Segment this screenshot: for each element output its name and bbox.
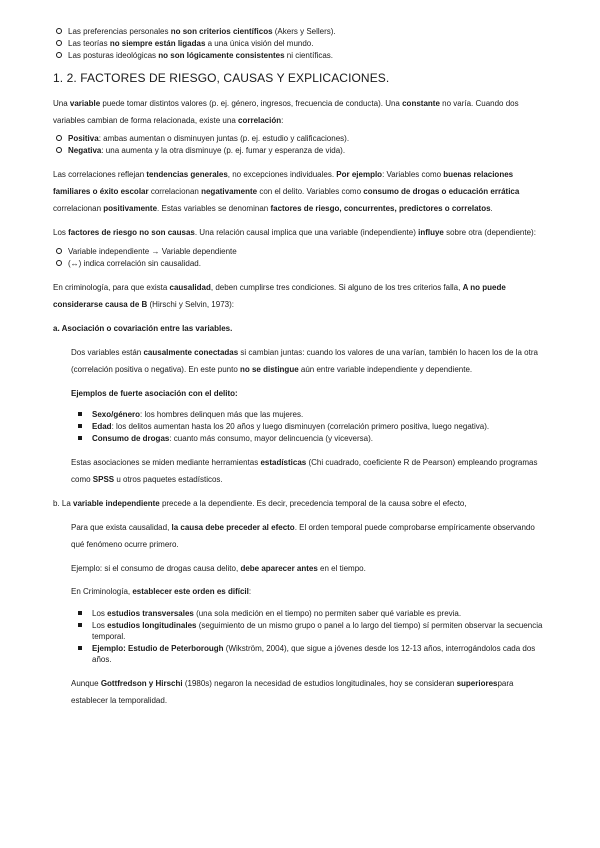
- paragraph-correlations: Las correlaciones reflejan tendencias generales, no excepciones individuales. Por ejemplo: Variables como buenas relaciones familiares o éxito escolar correlacionan negativamente con el delito. Variables como consumo de drogas o educación errática correlacionan positivamente. Estas variables se denominan factores de riesgo, concurrentes, predictores o correlatos.: [53, 170, 520, 213]
- list-item: Edad: los delitos aumentan hasta los 20 años y luego disminuyen (correlación primero positiva, luego negativa).: [71, 421, 550, 432]
- list-item: Positiva: ambas aumentan o disminuyen juntas (p. ej. estudio y calificaciones).: [53, 133, 550, 144]
- list-item: Consumo de drogas: cuanto más consumo, mayor delincuencia (y viceversa).: [71, 433, 550, 444]
- intro-list: [53, 26, 550, 61]
- paragraph-association: Dos variables están causalmente conectadas si cambian juntas: cuando los valores de una varían, también lo hacen los de la otra (correlación positiva o negativa). En este punto no se distingue aún entre variable independiente y dependiente.: [71, 348, 538, 374]
- correlation-list: [53, 133, 550, 156]
- list-item: Las posturas ideológicas no son lógicamente consistentes ni científicas.: [53, 50, 550, 61]
- paragraph-risk-factors: Los factores de riesgo no son causas. Una relación causal implica que una variable (independiente) influye sobre otra (dependiente):: [53, 228, 536, 237]
- list-item: Variable independiente → Variable dependiente: [53, 246, 550, 257]
- list-item: Las preferencias personales no son criterios científicos (Akers y Sellers).: [53, 26, 550, 37]
- section-title: 1. 2. FACTORES DE RIESGO, CAUSAS Y EXPLICACIONES.: [53, 71, 390, 85]
- examples-list: [71, 409, 550, 444]
- examples-heading: Ejemplos de fuerte asociación con el delito:: [71, 389, 238, 398]
- paragraph-longitudinal: Aunque Gottfredson y Hirschi (1980s) negaron la necesidad de estudios longitudinales, hoy se consideran superiorespara establecer la temporalidad.: [71, 679, 514, 705]
- criterion-b-body: [53, 519, 550, 709]
- paragraph-variables: Una variable puede tomar distintos valores (p. ej. género, ingresos, frecuencia de conducta). Una constante no varía. Cuando dos variables cambian de forma relacionada, existe una correlación:: [53, 99, 519, 125]
- causal-list: [53, 246, 550, 269]
- list-item: (↔) indica correlación sin causalidad.: [53, 258, 550, 269]
- list-item: Las teorías no siempre están ligadas a una única visión del mundo.: [53, 38, 550, 49]
- criterion-a-body: [53, 344, 550, 488]
- criterion-a-heading: a. Asociación o covariación entre las variables.: [53, 324, 233, 333]
- paragraph-example: Ejemplo: si el consumo de drogas causa delito, debe aparecer antes en el tiempo.: [71, 564, 366, 573]
- paragraph-difficulty: En Criminología, establecer este orden es difícil:: [71, 587, 252, 596]
- paragraph-statistics: Estas asociaciones se miden mediante herramientas estadísticas (Chi cuadrado, coeficiente R de Pearson) empleando programas como SPSS u otros paquetes estadísticos.: [71, 458, 538, 484]
- list-item: Sexo/género: los hombres delinquen más que las mujeres.: [71, 409, 550, 420]
- paragraph-causality: En criminología, para que exista causalidad, deben cumplirse tres condiciones. Si alguno de los tres criterios falla, A no puede considerarse causa de B (Hirschi y Selvin, 1973):: [53, 283, 506, 309]
- list-item: Negativa: una aumenta y la otra disminuye (p. ej. fumar y esperanza de vida).: [53, 145, 550, 156]
- criterion-b-heading: b. La variable independiente precede a la dependiente. Es decir, precedencia temporal de la causa sobre el efecto,: [53, 499, 467, 508]
- paragraph-precedence: Para que exista causalidad, la causa debe preceder al efecto. El orden temporal puede comprobarse empíricamente observando qué fenómeno ocurre primero.: [71, 523, 535, 549]
- list-item: Los estudios longitudinales (seguimiento de un mismo grupo o panel a lo largo del tiempo) sí permiten observar la secuencia temporal.: [71, 620, 550, 642]
- studies-list: [71, 608, 550, 665]
- list-item: Ejemplo: Estudio de Peterborough (Wikström, 2004), que sigue a jóvenes desde los 12-13 años, interrogándolos cada dos años.: [71, 643, 550, 665]
- list-item: Los estudios transversales (una sola medición en el tiempo) no permiten saber qué variable es previa.: [71, 608, 550, 619]
